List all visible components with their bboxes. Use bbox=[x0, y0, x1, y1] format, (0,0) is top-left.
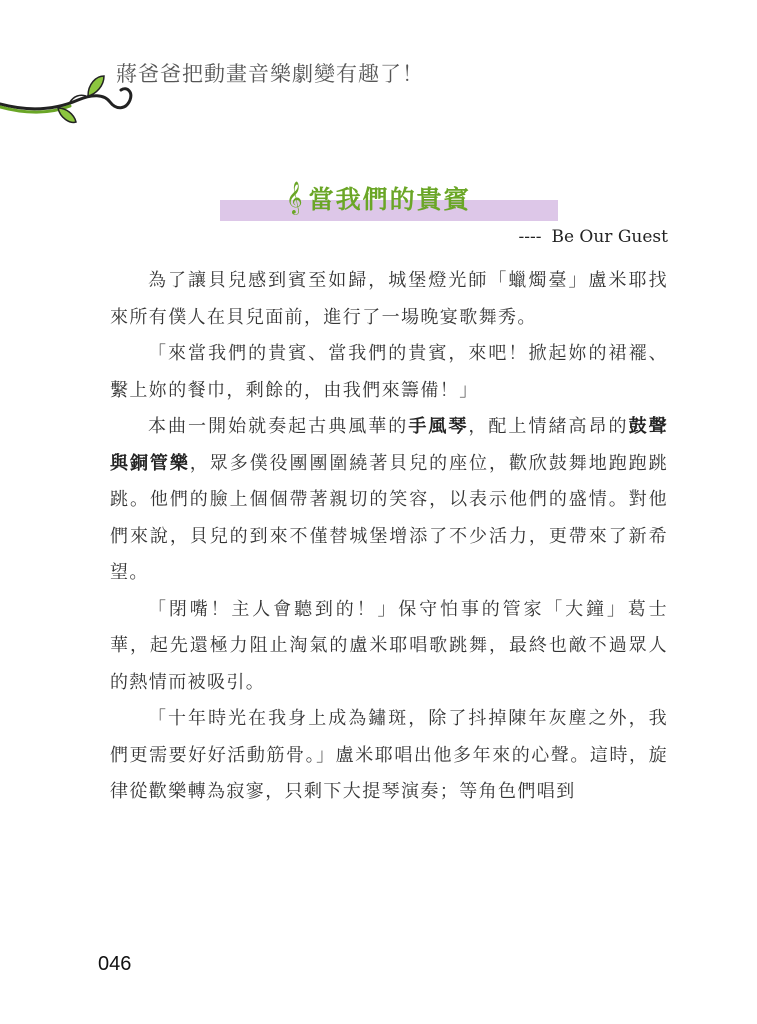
body-paragraph bbox=[110, 336, 668, 409]
text-run: ，配上情緒高昂的 bbox=[468, 416, 629, 437]
body-paragraph bbox=[110, 409, 668, 592]
section-title-block bbox=[220, 180, 558, 222]
section-subtitle bbox=[518, 227, 668, 247]
bold-text: 手風琴 bbox=[408, 416, 469, 437]
text-run: 為了讓貝兒感到賓至如歸，城堡燈光師「蠟燭臺」盧米耶找來所有僕人在貝兒面前，進行了一場晚宴歌舞秀。 bbox=[110, 270, 668, 328]
body-paragraph bbox=[110, 701, 668, 811]
section-title: 當我們的貴賓 bbox=[308, 185, 471, 214]
text-run: 「十年時光在我身上成為鏽斑，除了抖掉陳年灰塵之外，我們更需要好好活動筋骨。」盧米耶唱出他多年來的心聲。這時，旋律從歡樂轉為寂寥，只剩下大提琴演奏；等角色們唱到 bbox=[110, 708, 668, 802]
bold-text: 鼓聲與銅管樂 bbox=[110, 416, 669, 474]
body-text bbox=[110, 263, 668, 811]
text-run: ，眾多僕役團團圍繞著貝兒的座位，歡欣鼓舞地跑跑跳跳。他們的臉上個個帶著親切的笑容，以表示他們的盛情。對他們來說，貝兒的到來不僅替城堡增添了不少活力，更帶來了新希望。 bbox=[110, 452, 668, 583]
treble-clef-icon: 𝄞 bbox=[286, 181, 303, 214]
body-paragraph bbox=[110, 263, 668, 336]
text-run: 「閉嘴！主人會聽到的！」保守怕事的管家「大鐘」葛士華，起先還極力阻止淘氣的盧米耶唱歌跳舞，最終也敵不過眾人的熱情而被吸引。 bbox=[110, 598, 668, 693]
vine-leaf-icon bbox=[0, 74, 140, 130]
page-number: 046 bbox=[98, 953, 132, 975]
text-run: 「來當我們的貴賓、當我們的貴賓，來吧！掀起妳的裙襬、繫上妳的餐巾，剩餘的，由我們來籌備！」 bbox=[110, 343, 668, 401]
body-paragraph bbox=[110, 592, 668, 702]
subtitle-dash: ---- bbox=[518, 227, 542, 247]
running-header: 蔣爸爸把動畫音樂劇變有趣了！ bbox=[116, 62, 424, 86]
text-run: 本曲一開始就奏起古典風華的 bbox=[148, 416, 409, 437]
subtitle-text: Be Our Guest bbox=[551, 227, 668, 247]
